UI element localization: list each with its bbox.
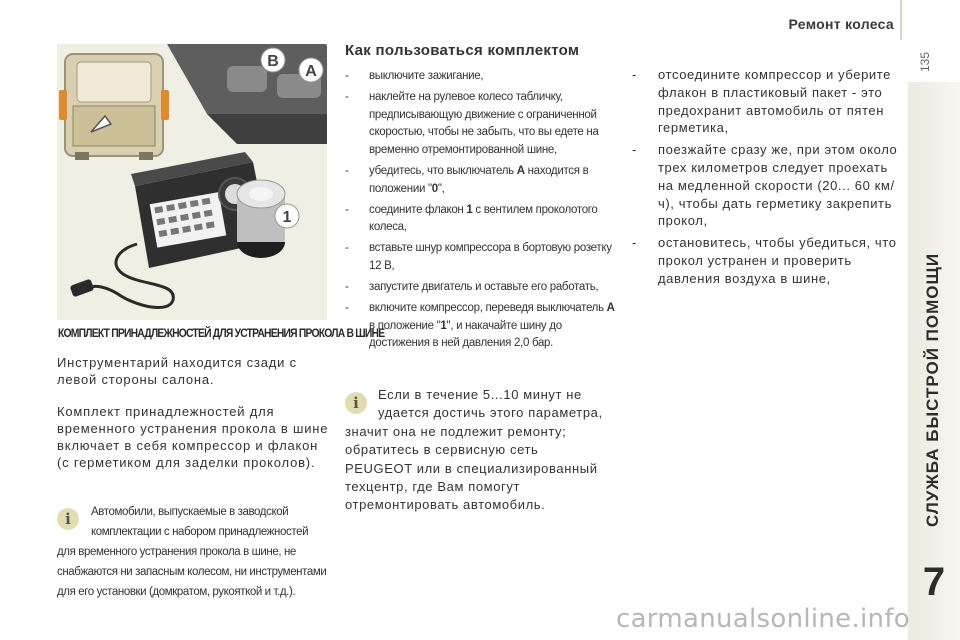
factory-kit-note-first: Автомобили, выпускаемые в заводской комплектации с набором принадлежностей (91, 506, 309, 538)
step-sticker: - наклейте на рулевое колесо табличку, предписывающую движение с ограниченной скоростью, чтобы не забыть, что вы едете на временно отремонтированной шине, (345, 89, 615, 159)
step-disconnect: - отсоедините компрессор и уберите флакон в пластиковый пакет - это предохранит автомобиль от пятен герметика, (632, 66, 900, 137)
figure-caption: КОМПЛЕКТ ПРИНАДЛЕЖНОСТЕЙ ДЛЯ УСТРАНЕНИЯ ПРОКОЛА В ШИНЕ (58, 326, 385, 340)
follow-up-steps (632, 66, 900, 292)
step-check-switch: - убедитесь, что выключатель A находится в положении "0", (345, 163, 615, 198)
info-icon: i (57, 508, 79, 530)
chapter-number: 7 (922, 560, 946, 604)
chapter-label: СЛУЖБА БЫСТРОЙ ПОМОЩИ (923, 252, 942, 528)
step-stop-check: - остановитесь, чтобы убедиться, что прокол устранен и проверить давления воздуха в шине, (632, 234, 900, 287)
info-icon: i (345, 392, 367, 414)
step-drive-slowly: - поезжайте сразу же, при этом около трех километров следует проехать на медленной скорости (20... 60 км/ч), чтобы дать герметику закрепить прокол, (632, 141, 900, 230)
label-1: 1 (282, 209, 292, 226)
page-number: 135 (918, 52, 932, 73)
section-title: Как пользоваться комплектом (345, 42, 580, 59)
repair-kit-illustration (57, 44, 327, 320)
kit-contents-paragraph: Комплект принадлежностей для временного устранения прокола в шине включает в себя компрессор и флакон (с герметиком для заделки проколов). (57, 404, 329, 470)
van-rear-view (59, 54, 169, 160)
factory-kit-note (57, 502, 329, 602)
switch-panel (167, 44, 327, 144)
pressure-failure-note-first: Если в течение 5...10 минут не удается достичь этого параметра, (378, 387, 603, 421)
watermark: carmanualsonline.info (615, 604, 910, 634)
step-start-engine: - запустите двигатель и оставьте его работать, (345, 279, 615, 297)
location-paragraph: Инструментарий находится сзади с левой стороны салона. (57, 355, 297, 387)
label-b: B (267, 53, 279, 70)
label-a: A (305, 63, 317, 80)
step-plug-in: - вставьте шнур компрессора в бортовую розетку 12 В, (345, 240, 615, 275)
step-inflate: - включите компрессор, переведя выключатель A в положение "1", и накачайте шину до достижения в ней давления 2,0 бар. (345, 300, 615, 353)
repair-kit-drawing (57, 44, 327, 320)
step-ignition-off: - выключите зажигание, (345, 68, 615, 86)
header-divider (900, 0, 902, 40)
step-connect-bottle: - соедините флакон 1 с вентилем проколотого колеса, (345, 202, 615, 237)
factory-kit-note-rest: для временного устранения прокола в шине, не снабжаются ни запасным колесом, ни инструментами для его установки (домкратом, рукояткой и т.д.). (57, 546, 327, 598)
pressure-failure-note-rest: значит она не подлежит ремонту; обратитесь в сервисную сеть PEUGEOT или в специализированный техцентр, где Вам помогут отремонтировать автомобиль. (345, 423, 598, 513)
plug (70, 279, 95, 298)
pressure-failure-note (345, 386, 610, 515)
running-header: Ремонт колеса (788, 16, 894, 32)
usage-steps (345, 68, 615, 356)
